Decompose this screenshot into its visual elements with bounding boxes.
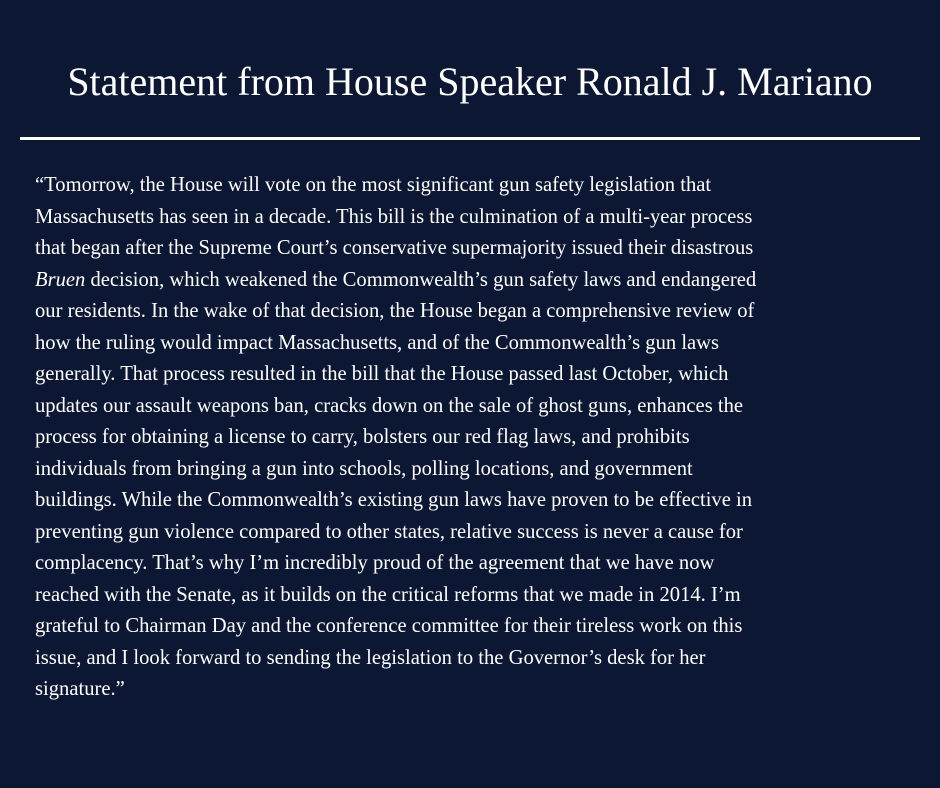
statement-line: buildings. While the Commonwealth’s existing gun laws have proven to be effective in — [35, 489, 753, 511]
statement-line: “Tomorrow, the House will vote on the most significant gun safety legislation that — [35, 174, 712, 196]
statement-body — [35, 170, 915, 706]
statement-line: individuals from bringing a gun into schools, polling locations, and government — [35, 457, 693, 480]
statement-line: Massachusetts has seen in a decade. This bill is the culmination of a multi-year process — [35, 205, 753, 228]
statement-line: preventing gun violence compared to other states, relative success is never a cause for — [35, 520, 743, 543]
statement-line: issue, and I look forward to sending the legislation to the Governor’s desk for her — [35, 646, 706, 669]
statement-line: updates our assault weapons ban, cracks down on the sale of ghost guns, enhances the — [35, 394, 744, 417]
statement-line-text: decision, which weakened the Commonwealth’s gun safety laws and endangered — [85, 268, 757, 291]
statement-line: generally. That process resulted in the bill that the House passed last October, which — [35, 363, 729, 385]
statement-line: how the ruling would impact Massachusetts, and of the Commonwealth’s gun laws — [35, 331, 720, 354]
case-name-emphasis: Bruen — [35, 268, 86, 291]
statement-line — [35, 265, 915, 297]
statement-line: reached with the Senate, as it builds on the critical reforms that we made in 2014. I’m — [35, 583, 741, 606]
statement-line: grateful to Chairman Day and the conference committee for their tireless work on this — [35, 615, 743, 637]
statement-line: that began after the Supreme Court’s conservative supermajority issued their disastrous — [35, 237, 754, 259]
statement-line: our residents. In the wake of that decision, the House began a comprehensive review of — [35, 300, 755, 322]
statement-line: process for obtaining a license to carry, bolsters our red flag laws, and prohibits — [35, 426, 690, 448]
statement-line: signature.” — [35, 678, 125, 700]
statement-title: Statement from House Speaker Ronald J. Mariano — [67, 59, 873, 104]
statement-line: complacency. That’s why I’m incredibly proud of the agreement that we have now — [35, 552, 715, 574]
title-divider — [20, 137, 920, 140]
